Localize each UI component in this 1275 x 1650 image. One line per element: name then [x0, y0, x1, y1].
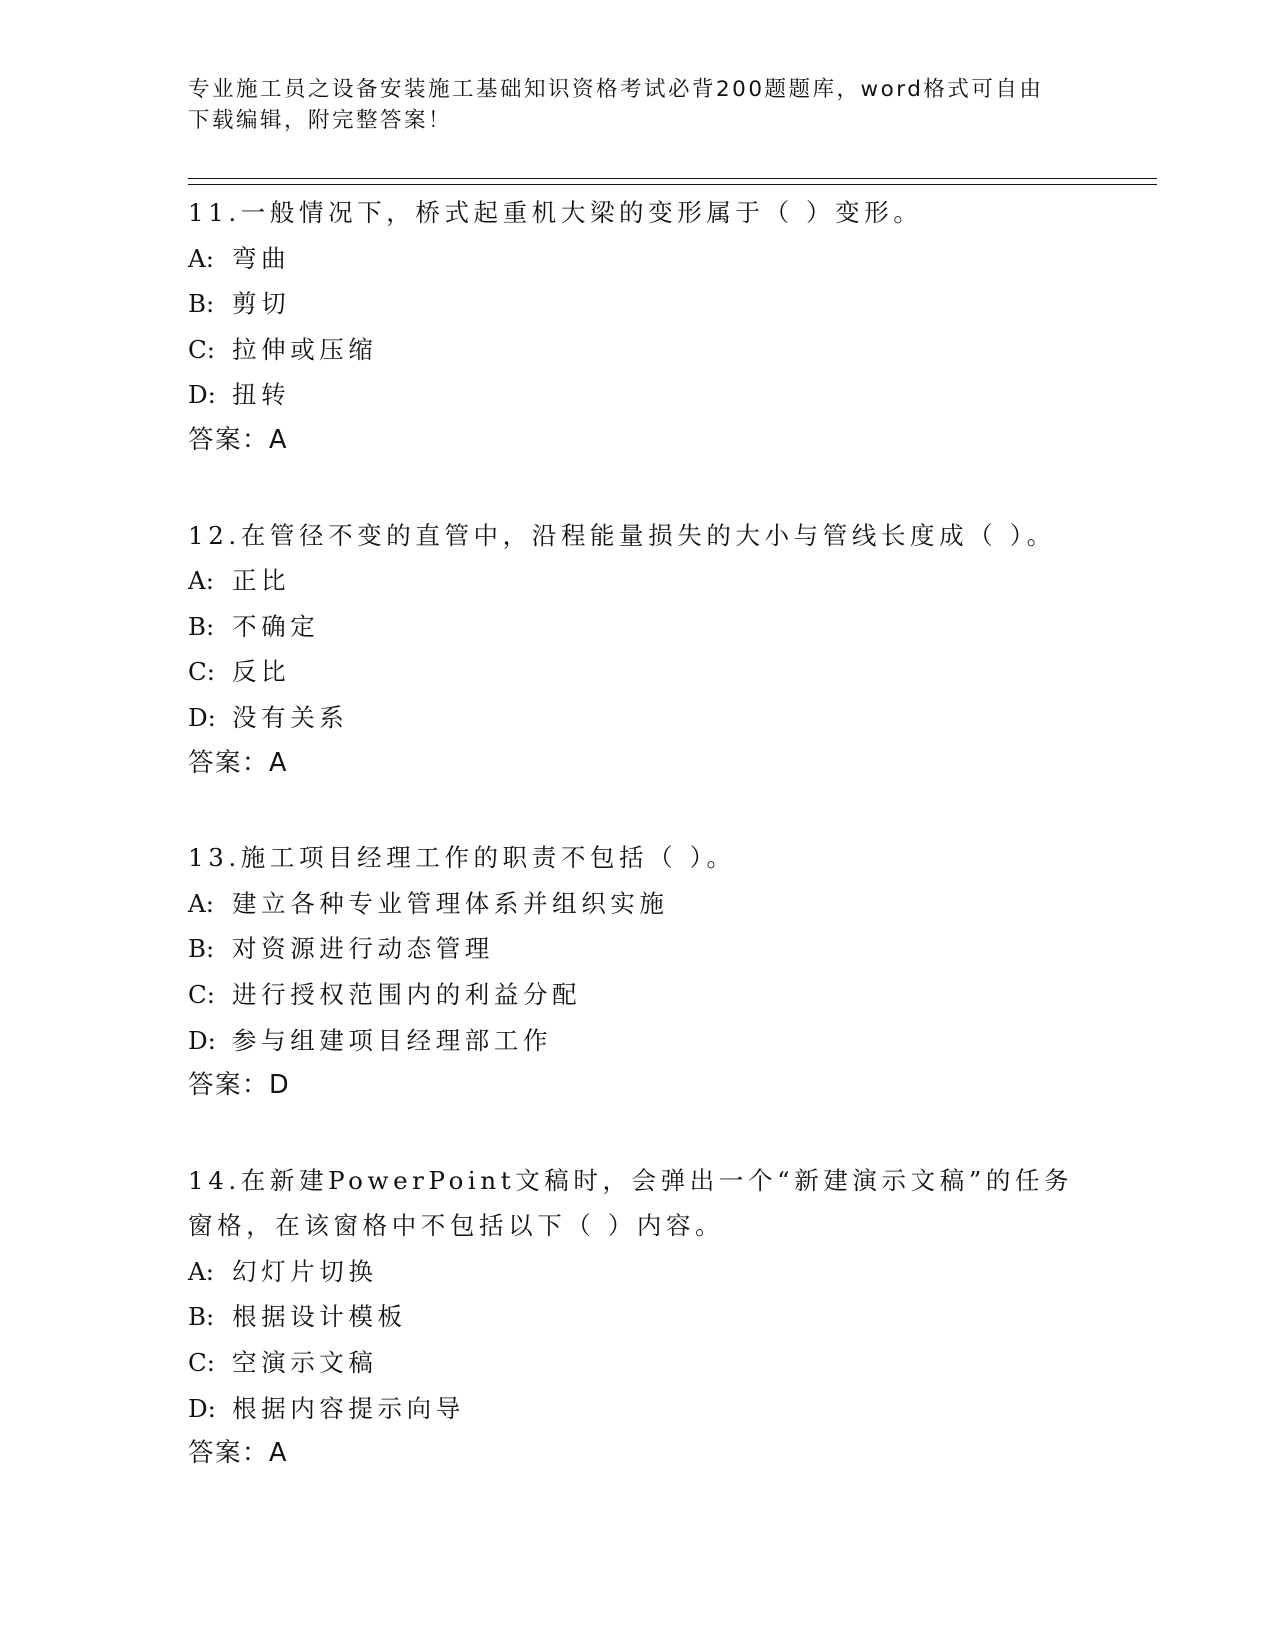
question-14 [188, 1158, 1108, 1477]
option-b [188, 281, 1108, 327]
option-text: 反比 [232, 657, 291, 687]
option-letter: D: [188, 1393, 216, 1423]
option-text: 根据内容提示向导 [232, 1393, 465, 1423]
option-letter: A: [188, 566, 214, 596]
option-text: 幻灯片切换 [232, 1256, 378, 1286]
answer-line: 答案：A [188, 747, 288, 778]
header-divider-bottom [188, 184, 1157, 185]
option-letter: B: [188, 934, 215, 964]
option-c [188, 1340, 1108, 1386]
option-d [188, 695, 1108, 741]
option-letter: C: [188, 1348, 216, 1378]
option-letter: C: [188, 657, 216, 687]
option-text: 建立各种专业管理体系并组织实施 [232, 888, 669, 918]
option-text: 没有关系 [232, 702, 349, 732]
question-stem: 14.在新建PowerPoint文稿时，会弹出一个“新建演示文稿”的任务 [188, 1165, 1074, 1195]
question-13 [188, 835, 1108, 1109]
option-a [188, 558, 1108, 604]
header-title-line-2: 下载编辑，附完整答案！ [188, 108, 453, 133]
option-letter: A: [188, 888, 214, 918]
answer-line: 答案：A [188, 1438, 288, 1469]
question-12 [188, 513, 1108, 787]
option-text: 弯曲 [232, 243, 291, 273]
option-text: 扭转 [232, 380, 291, 410]
option-c [188, 972, 1108, 1018]
option-text: 根据设计模板 [232, 1302, 407, 1332]
option-letter: D: [188, 702, 216, 732]
question-list [188, 190, 1108, 1526]
question-stem-continued: 窗格，在该窗格中不包括以下（ ）内容。 [188, 1211, 725, 1241]
option-text: 进行授权范围内的利益分配 [232, 979, 582, 1009]
option-text: 对资源进行动态管理 [232, 934, 494, 964]
question-stem: 13.施工项目经理工作的职责不包括（ ）。 [188, 843, 736, 873]
option-letter: C: [188, 334, 216, 364]
answer-line: 答案：D [188, 1070, 291, 1101]
option-d [188, 1018, 1108, 1064]
option-b [188, 1294, 1108, 1340]
option-letter: A: [188, 243, 214, 273]
option-letter: B: [188, 611, 215, 641]
option-text: 正比 [232, 566, 291, 596]
header-title-line-1: 专业施工员之设备安装施工基础知识资格考试必背200题题库，word格式可自由 [188, 77, 1044, 102]
option-text: 不确定 [232, 611, 320, 641]
header-divider-top [188, 178, 1157, 179]
answer-line: 答案：A [188, 424, 288, 455]
option-c [188, 649, 1108, 695]
option-letter: D: [188, 1025, 216, 1055]
option-d [188, 1386, 1108, 1432]
option-a [188, 236, 1108, 282]
option-b [188, 926, 1108, 972]
option-c [188, 327, 1108, 373]
option-letter: A: [188, 1256, 214, 1286]
option-text: 空演示文稿 [232, 1348, 378, 1378]
question-11 [188, 190, 1108, 464]
document-header [188, 74, 1078, 136]
option-text: 剪切 [232, 289, 291, 319]
option-letter: C: [188, 979, 216, 1009]
option-a [188, 1249, 1108, 1295]
option-letter: B: [188, 289, 215, 319]
option-d [188, 372, 1108, 418]
option-letter: D: [188, 380, 216, 410]
option-b [188, 604, 1108, 650]
option-a [188, 881, 1108, 927]
option-text: 拉伸或压缩 [232, 334, 378, 364]
question-stem: 12.在管径不变的直管中，沿程能量损失的大小与管线长度成（ ）。 [188, 520, 1056, 550]
question-stem: 11.一般情况下，桥式起重机大梁的变形属于（ ）变形。 [188, 198, 923, 227]
option-letter: B: [188, 1302, 215, 1332]
option-text: 参与组建项目经理部工作 [232, 1025, 553, 1055]
